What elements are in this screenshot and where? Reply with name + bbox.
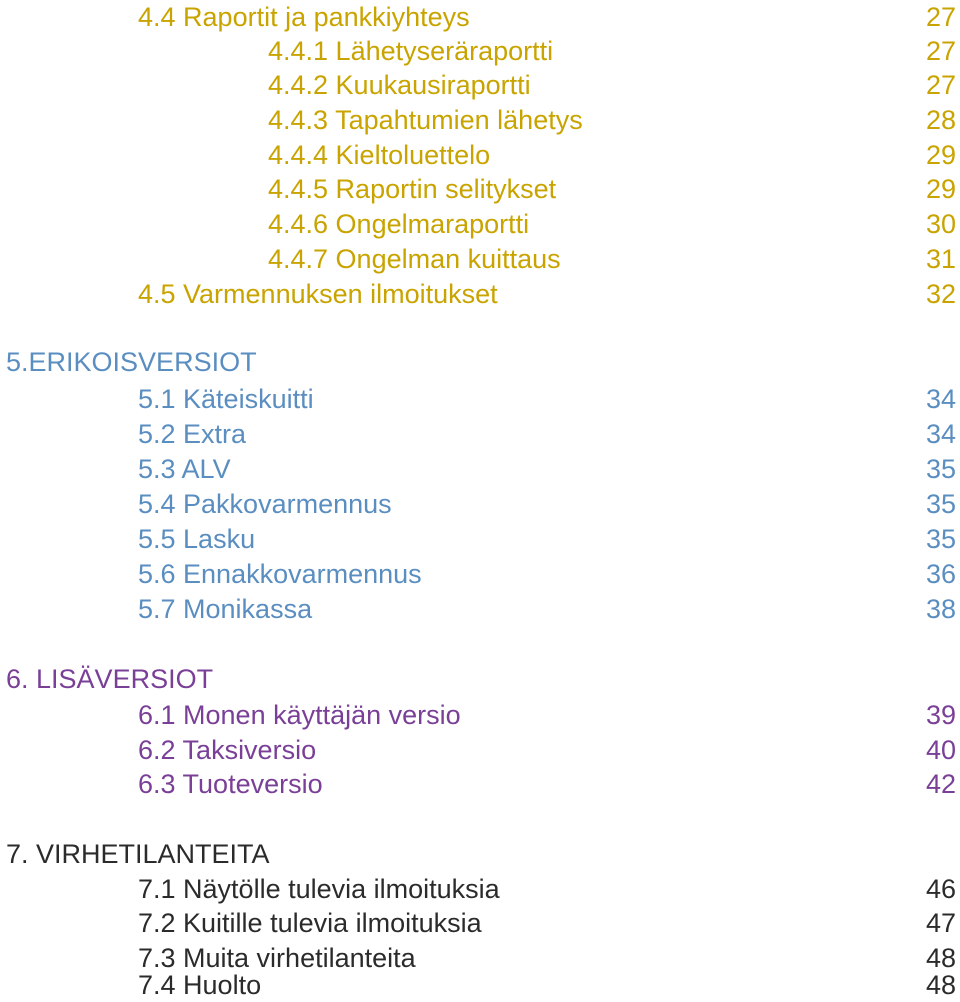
toc-entry[interactable]	[0, 172, 960, 206]
toc-section-heading[interactable]	[0, 345, 960, 379]
toc-entry-page: 31	[925, 244, 956, 274]
toc-entry[interactable]	[0, 277, 960, 311]
toc-entry-title: 6.3 Tuoteversio	[138, 769, 323, 799]
toc-entry[interactable]	[0, 698, 960, 732]
toc-entry-title: 5.4 Pakkovarmennus	[138, 489, 392, 519]
toc-entry-title: 7.3 Muita virhetilanteita	[138, 943, 416, 973]
toc-entry-title: 5.5 Lasku	[138, 524, 256, 554]
toc-entry[interactable]	[0, 906, 960, 940]
toc-section-heading[interactable]	[0, 837, 960, 871]
section-heading-text: 5.ERIKOISVERSIOT	[6, 347, 257, 377]
toc-entry[interactable]	[0, 34, 960, 68]
toc-entry-title: 5.7 Monikassa	[138, 594, 313, 624]
toc-entry-title: 5.3 ALV	[138, 454, 231, 484]
section-heading-text: 6. LISÄVERSIOT	[6, 664, 214, 694]
toc-entry-page: 28	[925, 105, 956, 135]
toc-entry-title: 7.2 Kuitille tulevia ilmoituksia	[138, 908, 482, 938]
toc-entry-page: 35	[925, 454, 956, 484]
toc-entry-page: 32	[925, 279, 956, 309]
toc-entry[interactable]	[0, 103, 960, 137]
toc-entry-title: 4.4.2 Kuukausiraportti	[268, 70, 531, 100]
toc-entry-page: 40	[925, 735, 956, 765]
toc-entry-page: 36	[925, 559, 956, 589]
toc-entry-title: 4.4.7 Ongelman kuittaus	[268, 244, 561, 274]
toc-entry-title: 4.4.5 Raportin selitykset	[268, 174, 557, 204]
toc-entry-page: 29	[925, 174, 956, 204]
toc-entry[interactable]	[0, 522, 960, 556]
toc-entry[interactable]	[0, 872, 960, 906]
toc-entry-page: 42	[925, 769, 956, 799]
toc-entry[interactable]	[0, 138, 960, 172]
toc-entry[interactable]	[0, 968, 960, 1002]
toc-entry-title: 4.4.3 Tapahtumien lähetys	[268, 105, 583, 135]
toc-entry-title: 4.5 Varmennuksen ilmoitukset	[138, 279, 498, 309]
toc-entry-page: 30	[925, 209, 956, 239]
toc-entry-page: 27	[925, 2, 956, 32]
section-heading-text: 7. VIRHETILANTEITA	[6, 839, 270, 869]
toc-entry-title: 6.2 Taksiversio	[138, 735, 317, 765]
toc-entry-page: 48	[925, 970, 956, 1000]
toc-entry[interactable]	[0, 592, 960, 626]
toc-entry[interactable]	[0, 452, 960, 486]
toc-entry-title: 4.4.6 Ongelmaraportti	[268, 209, 530, 239]
toc-entry[interactable]	[0, 207, 960, 241]
toc-entry[interactable]	[0, 0, 960, 34]
toc-entry-page: 27	[925, 36, 956, 66]
toc-entry-title: 5.1 Käteiskuitti	[138, 384, 314, 414]
toc-entry-page: 35	[925, 524, 956, 554]
toc-entry-title: 4.4 Raportit ja pankkiyhteys	[138, 2, 470, 32]
toc-entry[interactable]	[0, 382, 960, 416]
toc-entry[interactable]	[0, 767, 960, 801]
toc-entry-page: 39	[925, 700, 956, 730]
toc-entry[interactable]	[0, 68, 960, 102]
toc-entry-page: 48	[925, 943, 956, 973]
toc-entry-page: 34	[925, 384, 956, 414]
toc-entry[interactable]	[0, 242, 960, 276]
toc-entry[interactable]	[0, 417, 960, 451]
toc-entry-title: 4.4.1 Lähetyseräraportti	[268, 36, 554, 66]
toc-entry-page: 27	[925, 70, 956, 100]
toc-entry-title: 5.2 Extra	[138, 419, 247, 449]
toc-entry[interactable]	[0, 557, 960, 591]
toc-entry-page: 34	[925, 419, 956, 449]
toc-entry-title: 4.4.4 Kieltoluettelo	[268, 140, 491, 170]
toc-entry-page: 46	[925, 874, 956, 904]
toc-entry-page: 47	[925, 908, 956, 938]
toc-entry-title: 6.1 Monen käyttäjän versio	[138, 700, 461, 730]
toc-entry-page: 38	[925, 594, 956, 624]
toc-entry-page: 35	[925, 489, 956, 519]
toc-entry-page: 29	[925, 140, 956, 170]
toc-entry[interactable]	[0, 487, 960, 521]
toc-section-heading[interactable]	[0, 662, 960, 696]
toc-entry[interactable]	[0, 733, 960, 767]
toc-entry-title: 7.1 Näytölle tulevia ilmoituksia	[138, 874, 500, 904]
toc-entry-title: 5.6 Ennakkovarmennus	[138, 559, 422, 589]
toc-entry-title: 7.4 Huolto	[138, 970, 262, 1000]
